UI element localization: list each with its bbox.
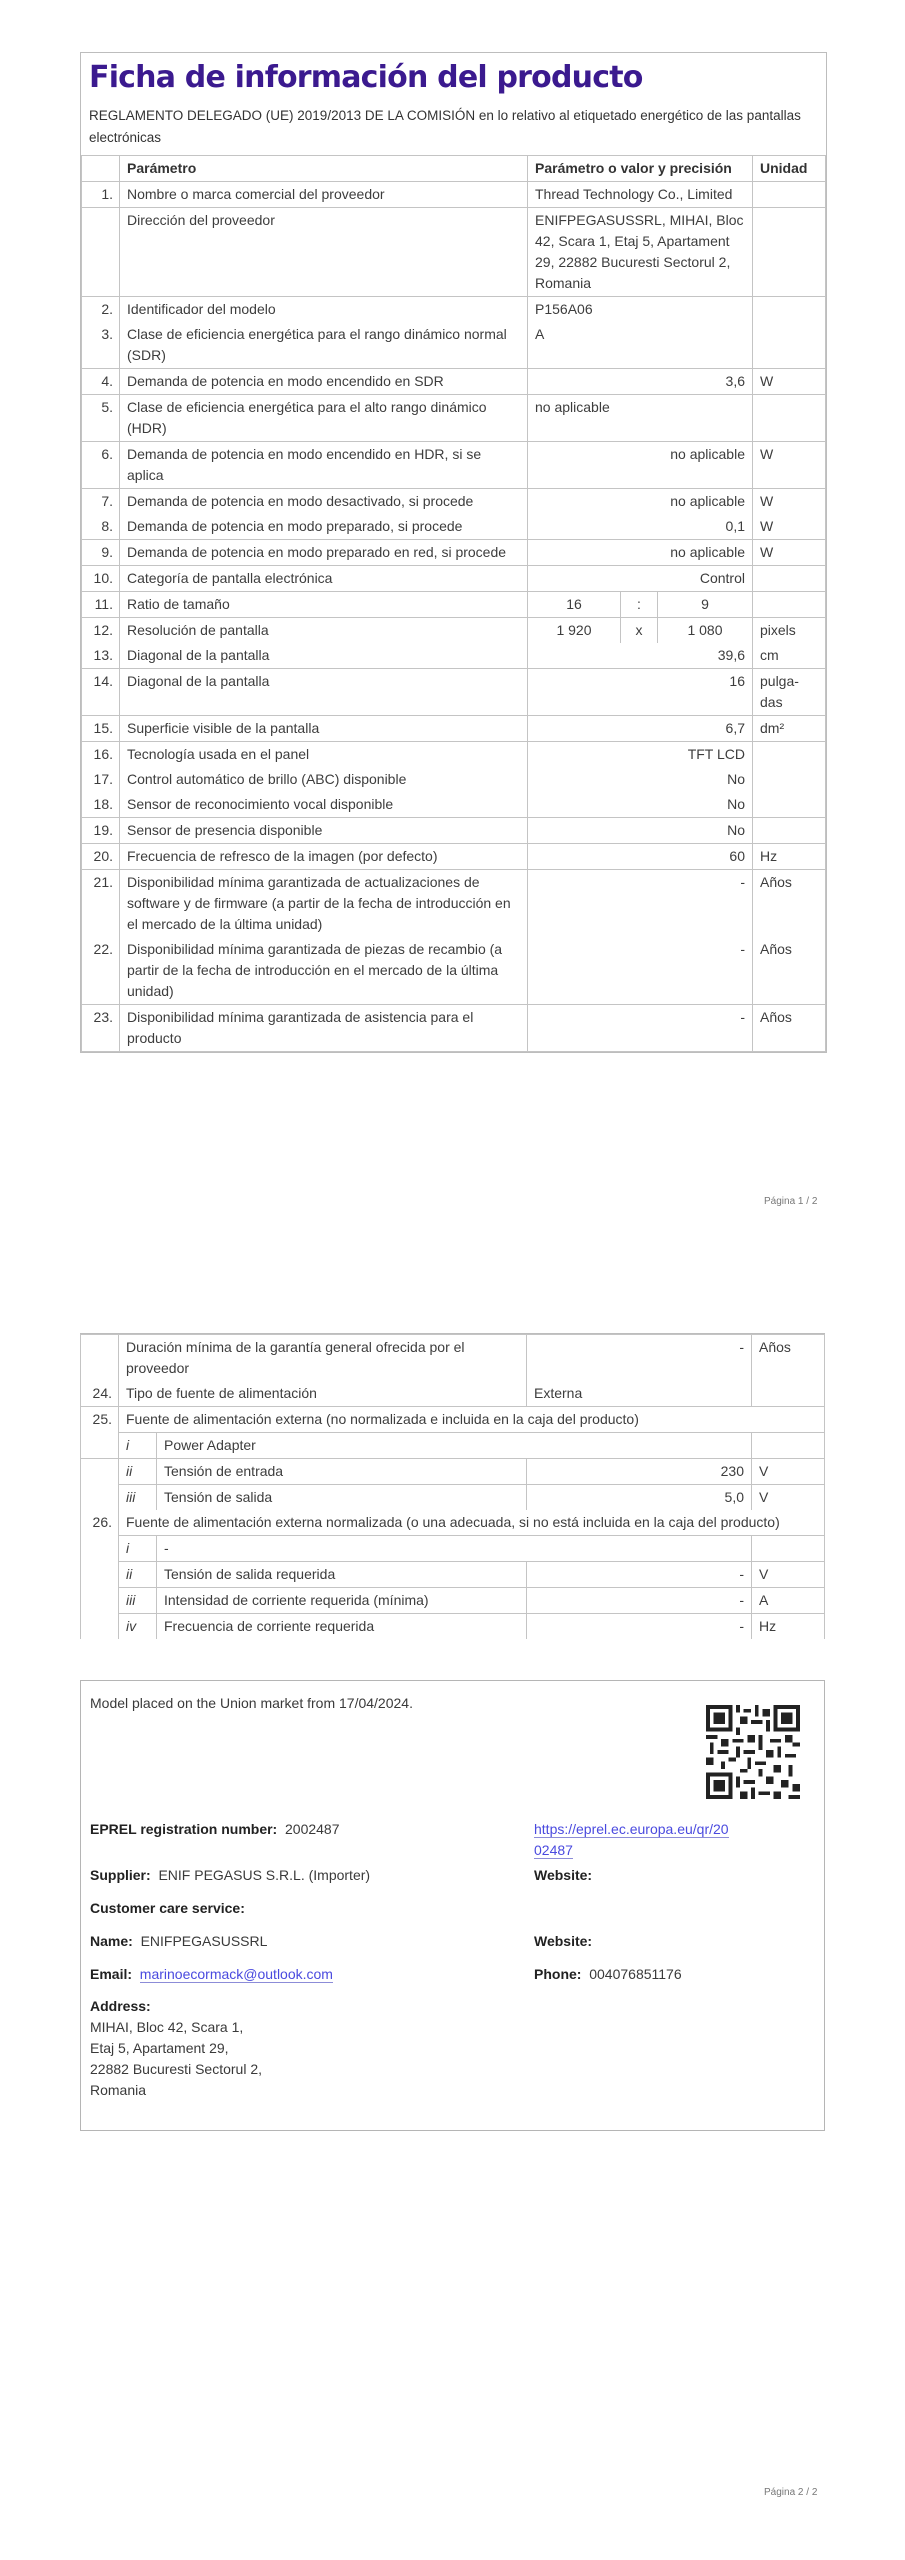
sub-row-label: Intensidad de corriente requerida (mínima) xyxy=(157,1588,527,1614)
table-row xyxy=(82,514,826,540)
table-row xyxy=(82,643,826,669)
row-value: 60 xyxy=(528,844,753,870)
row-value: 0,1 xyxy=(528,514,753,540)
sub-row-value: - xyxy=(527,1588,752,1614)
address-line: Romania xyxy=(90,2082,147,2098)
num-header xyxy=(82,156,120,182)
phone-label: Phone: xyxy=(534,1966,582,1982)
sub-row xyxy=(81,1536,825,1562)
sub-row xyxy=(81,1588,825,1614)
table-row xyxy=(82,1005,826,1052)
row-param: Diagonal de la pantalla xyxy=(120,643,528,669)
customer-care-phone xyxy=(534,1964,682,1985)
unit-header: Unidad xyxy=(753,156,826,182)
table-row xyxy=(82,297,826,323)
row-num: 9. xyxy=(82,540,120,566)
roman-index: iii xyxy=(119,1485,157,1511)
row-unit: Años xyxy=(753,937,826,1005)
row-value: Thread Technology Co., Limited xyxy=(528,182,753,208)
row-num xyxy=(81,1485,119,1511)
row-unit: Años xyxy=(752,1335,825,1382)
sub-row-label: Frecuencia de corriente requerida xyxy=(157,1614,527,1640)
row-param: Identificador del modelo xyxy=(120,297,528,323)
row-num: 16. xyxy=(82,742,120,768)
row-value: No xyxy=(528,792,753,818)
row-value: - xyxy=(527,1335,752,1382)
name-value: ENIFPEGASUSSRL xyxy=(140,1933,268,1949)
sub-row-label: Tensión de entrada xyxy=(157,1459,527,1485)
row-param: Dirección del proveedor xyxy=(120,208,528,297)
sub-row xyxy=(81,1614,825,1640)
parameters-table xyxy=(81,155,826,1052)
row-num: 7. xyxy=(82,489,120,515)
row-unit xyxy=(753,395,826,442)
row-num xyxy=(81,1562,119,1588)
website-label: Website: xyxy=(534,1867,593,1883)
page-title: Ficha de información del producto xyxy=(89,60,643,95)
table-row xyxy=(82,540,826,566)
row-param: Demanda de potencia en modo encendido en HDR, si se aplica xyxy=(120,442,528,489)
eprel-link-line-1[interactable]: https://eprel.ec.europa.eu/qr/20 xyxy=(534,1821,729,1837)
market-date-text: Model placed on the Union market from 17/04/2024. xyxy=(90,1695,413,1711)
row-value: ENIFPEGASUSSRL, MIHAI, Bloc 42, Scara 1, Etaj 5, Apartament 29, 22882 Bucuresti Sectorul 2, Romania xyxy=(528,208,753,297)
row-value: TFT LCD xyxy=(528,742,753,768)
row-param: Demanda de potencia en modo encendido en SDR xyxy=(120,369,528,395)
row-num: 23. xyxy=(82,1005,120,1052)
sub-row-value: 230 xyxy=(527,1459,752,1485)
row-param: Nombre o marca comercial del proveedor xyxy=(120,182,528,208)
row-unit: Hz xyxy=(753,844,826,870)
customer-care-email xyxy=(90,1964,333,1985)
eprel-link[interactable] xyxy=(534,1819,729,1861)
row-value: - xyxy=(528,870,753,938)
row-value: No xyxy=(528,818,753,844)
table-row xyxy=(82,742,826,768)
row-param: Categoría de pantalla electrónica xyxy=(120,566,528,592)
row-param: Tecnología usada en el panel xyxy=(120,742,528,768)
row-num: 5. xyxy=(82,395,120,442)
row-num: 2. xyxy=(82,297,120,323)
website-label: Website: xyxy=(534,1933,593,1949)
row-num: 25. xyxy=(81,1407,119,1433)
row-param: Demanda de potencia en modo preparado, si procede xyxy=(120,514,528,540)
resolution-width: 1 920 xyxy=(528,618,621,644)
row-unit: Años xyxy=(753,870,826,938)
row-num xyxy=(82,208,120,297)
row-param: Disponibilidad mínima garantizada de piezas de recambio (a partir de la fecha de introducción en el mercado de la última unidad) xyxy=(120,937,528,1005)
row-unit: dm² xyxy=(753,716,826,742)
sub-row-label: Power Adapter xyxy=(157,1433,752,1459)
row-unit xyxy=(753,297,826,323)
row-unit: Años xyxy=(753,1005,826,1052)
roman-index: iv xyxy=(119,1614,157,1640)
sub-row-value: 5,0 xyxy=(527,1485,752,1511)
customer-care-name xyxy=(90,1931,267,1952)
page-number-1: Página 1 / 2 xyxy=(764,1196,818,1207)
row-param: Diagonal de la pantalla xyxy=(120,669,528,716)
row-value: 39,6 xyxy=(528,643,753,669)
supplier-website xyxy=(534,1865,592,1886)
supplier-label: Supplier: xyxy=(90,1867,151,1883)
row-unit: W xyxy=(753,442,826,489)
row-unit xyxy=(753,818,826,844)
row-value: 16 xyxy=(528,669,753,716)
row-unit xyxy=(753,767,826,792)
power-supply-table xyxy=(80,1334,825,1639)
product-info-sheet-page-1 xyxy=(80,52,827,1053)
row-unit xyxy=(753,208,826,297)
row-param: Control automático de brillo (ABC) disponible xyxy=(120,767,528,792)
sub-row-unit: Hz xyxy=(752,1614,825,1640)
table-row xyxy=(82,870,826,938)
table-row xyxy=(82,592,826,618)
row-num xyxy=(81,1335,119,1382)
eprel-info-box xyxy=(80,1680,825,2131)
row-unit: pixels xyxy=(753,618,826,644)
table-row xyxy=(82,182,826,208)
address-label: Address: xyxy=(90,1998,151,2014)
row-unit xyxy=(753,322,826,369)
ratio-height: 9 xyxy=(658,592,753,618)
row-param: Duración mínima de la garantía general ofrecida por el proveedor xyxy=(119,1335,527,1382)
sub-row-label: Tensión de salida xyxy=(157,1485,527,1511)
row-num: 12. xyxy=(82,618,120,644)
roman-index: i xyxy=(119,1433,157,1459)
eprel-link-line-2[interactable]: 02487 xyxy=(534,1842,573,1858)
table-row xyxy=(82,937,826,1005)
row-num: 6. xyxy=(82,442,120,489)
roman-index: ii xyxy=(119,1562,157,1588)
row-num: 19. xyxy=(82,818,120,844)
row-num xyxy=(81,1614,119,1640)
row-unit: pulga- das xyxy=(753,669,826,716)
row-param: Demanda de potencia en modo preparado en red, si procede xyxy=(120,540,528,566)
row-num xyxy=(81,1588,119,1614)
row-param: Disponibilidad mínima garantizada de actualizaciones de software y de firmware (a partir de la fecha de introducción en el mercado de la última unidad) xyxy=(120,870,528,938)
row-unit xyxy=(752,1381,825,1407)
roman-index: ii xyxy=(119,1459,157,1485)
table-row xyxy=(82,395,826,442)
row-value: P156A06 xyxy=(528,297,753,323)
row-num: 14. xyxy=(82,669,120,716)
page-number-2: Página 2 / 2 xyxy=(764,2487,818,2498)
row-unit: W xyxy=(753,540,826,566)
row-value: no aplicable xyxy=(528,395,753,442)
row-param: Sensor de presencia disponible xyxy=(120,818,528,844)
sub-row-label: Tensión de salida requerida xyxy=(157,1562,527,1588)
name-label: Name: xyxy=(90,1933,133,1949)
table-row xyxy=(82,208,826,297)
table-row xyxy=(82,818,826,844)
row-num: 26. xyxy=(81,1510,119,1536)
row-param: Resolución de pantalla xyxy=(120,618,528,644)
customer-care-heading xyxy=(90,1898,245,1919)
row-value: no aplicable xyxy=(528,442,753,489)
row-unit xyxy=(753,742,826,768)
table-row xyxy=(82,369,826,395)
sub-row-unit: V xyxy=(752,1485,825,1511)
supplier xyxy=(90,1865,370,1886)
row-value: no aplicable xyxy=(528,540,753,566)
row-unit: W xyxy=(753,514,826,540)
table-row xyxy=(82,618,826,644)
sub-row-value: - xyxy=(527,1562,752,1588)
sub-row xyxy=(81,1433,825,1459)
row-param: Disponibilidad mínima garantizada de asistencia para el producto xyxy=(120,1005,528,1052)
table-row xyxy=(82,566,826,592)
table-row xyxy=(82,442,826,489)
customer-care-label: Customer care service: xyxy=(90,1900,245,1916)
table-row xyxy=(82,322,826,369)
resolution-separator: x xyxy=(621,618,658,644)
product-info-sheet-page-2-table xyxy=(80,1333,825,1639)
row-num: 8. xyxy=(82,514,120,540)
sub-row xyxy=(81,1562,825,1588)
sub-row-unit: A xyxy=(752,1588,825,1614)
address-line: 22882 Bucuresti Sectorul 2, xyxy=(90,2061,262,2077)
table-row xyxy=(81,1335,825,1382)
eprel-registration xyxy=(90,1819,340,1840)
table-row xyxy=(82,669,826,716)
param-header: Parámetro xyxy=(120,156,528,182)
row-param: Fuente de alimentación externa (no normalizada e incluida en la caja del producto) xyxy=(119,1407,825,1433)
row-value: A xyxy=(528,322,753,369)
regulation-subtitle: REGLAMENTO DELEGADO (UE) 2019/2013 DE LA COMISIÓN en lo relativo al etiquetado energético de las pantallas electrónicas xyxy=(89,108,801,145)
row-value: Control xyxy=(528,566,753,592)
ratio-separator: : xyxy=(621,592,658,618)
roman-index: iii xyxy=(119,1588,157,1614)
row-num: 11. xyxy=(82,592,120,618)
table-row xyxy=(82,489,826,515)
sub-row xyxy=(81,1485,825,1511)
row-param: Sensor de reconocimiento vocal disponible xyxy=(120,792,528,818)
row-value: Externa xyxy=(527,1381,752,1407)
row-param: Ratio de tamaño xyxy=(120,592,528,618)
email-label: Email: xyxy=(90,1966,133,1982)
eprel-registration-value: 2002487 xyxy=(285,1821,340,1837)
table-header-row xyxy=(82,156,826,182)
row-num: 24. xyxy=(81,1381,119,1407)
customer-care-website xyxy=(534,1931,592,1952)
sub-row xyxy=(81,1459,825,1485)
email-link[interactable]: marinoecormack@outlook.com xyxy=(139,1966,333,1982)
phone-value: 004076851176 xyxy=(589,1966,682,1982)
row-value: - xyxy=(528,937,753,1005)
row-value: 6,7 xyxy=(528,716,753,742)
row-value: 3,6 xyxy=(528,369,753,395)
sub-row-label: - xyxy=(157,1536,752,1562)
row-unit: W xyxy=(753,489,826,515)
row-num: 10. xyxy=(82,566,120,592)
row-num: 21. xyxy=(82,870,120,938)
row-param: Demanda de potencia en modo desactivado, si procede xyxy=(120,489,528,515)
row-value: - xyxy=(528,1005,753,1052)
qr-code-icon[interactable] xyxy=(706,1705,800,1799)
table-row xyxy=(81,1510,825,1536)
row-param: Frecuencia de refresco de la imagen (por defecto) xyxy=(120,844,528,870)
address-line: Etaj 5, Apartament 29, xyxy=(90,2040,229,2056)
row-value: no aplicable xyxy=(528,489,753,515)
table-row xyxy=(81,1381,825,1407)
row-num: 20. xyxy=(82,844,120,870)
row-num: 15. xyxy=(82,716,120,742)
supplier-value: ENIF PEGASUS S.R.L. (Importer) xyxy=(158,1867,371,1883)
row-num xyxy=(81,1433,119,1459)
row-num: 3. xyxy=(82,322,120,369)
value-header: Parámetro o valor y precisión xyxy=(528,156,753,182)
sub-row-unit xyxy=(752,1433,825,1459)
row-unit xyxy=(753,592,826,618)
sub-row-unit: V xyxy=(752,1459,825,1485)
table-row xyxy=(82,767,826,792)
table-row xyxy=(82,792,826,818)
row-unit: cm xyxy=(753,643,826,669)
row-num: 13. xyxy=(82,643,120,669)
row-unit xyxy=(753,566,826,592)
row-num: 22. xyxy=(82,937,120,1005)
row-param: Clase de eficiencia energética para el rango dinámico normal (SDR) xyxy=(120,322,528,369)
address-line: MIHAI, Bloc 42, Scara 1, xyxy=(90,2019,244,2035)
sub-row-unit: V xyxy=(752,1562,825,1588)
row-param: Superficie visible de la pantalla xyxy=(120,716,528,742)
row-value: No xyxy=(528,767,753,792)
roman-index: i xyxy=(119,1536,157,1562)
table-row xyxy=(81,1407,825,1433)
table-row xyxy=(82,716,826,742)
resolution-height: 1 080 xyxy=(658,618,753,644)
row-num: 1. xyxy=(82,182,120,208)
row-num: 17. xyxy=(82,767,120,792)
row-param: Clase de eficiencia energética para el alto rango dinámico (HDR) xyxy=(120,395,528,442)
ratio-width: 16 xyxy=(528,592,621,618)
row-num xyxy=(81,1536,119,1562)
sub-row-value: - xyxy=(527,1614,752,1640)
eprel-registration-label: EPREL registration number: xyxy=(90,1821,278,1837)
row-param: Tipo de fuente de alimentación xyxy=(119,1381,527,1407)
table-row xyxy=(82,844,826,870)
row-unit xyxy=(753,182,826,208)
row-unit: W xyxy=(753,369,826,395)
row-param: Fuente de alimentación externa normalizada (o una adecuada, si no está incluida en la caja del producto) xyxy=(119,1510,825,1536)
row-num xyxy=(81,1459,119,1485)
sub-row-unit xyxy=(752,1536,825,1562)
row-unit xyxy=(753,792,826,818)
row-num: 18. xyxy=(82,792,120,818)
address-block xyxy=(90,1996,262,2101)
row-num: 4. xyxy=(82,369,120,395)
